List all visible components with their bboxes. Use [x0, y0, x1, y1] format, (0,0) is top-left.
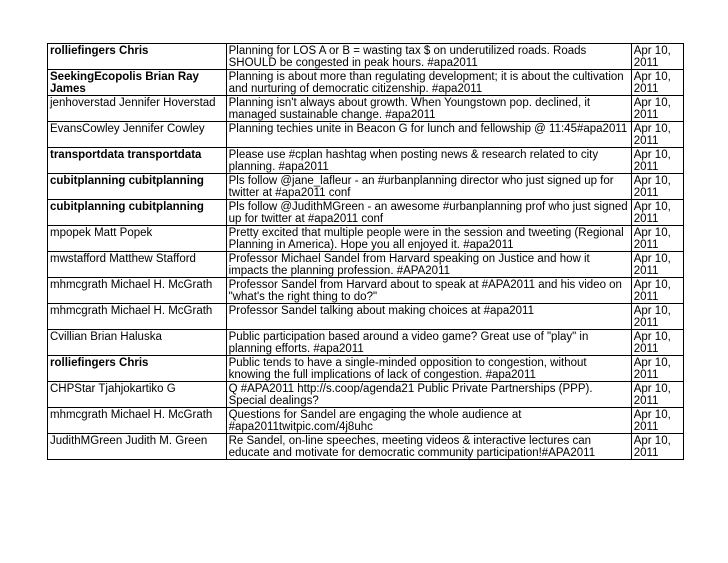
author-cell: jenhoverstad Jennifer Hoverstad	[48, 96, 227, 122]
table-row	[48, 382, 684, 408]
tweet-text-cell: Professor Sandel talking about making choices at #apa2011	[226, 304, 631, 330]
author-cell: transportdata transportdata	[48, 148, 227, 174]
date-cell: Apr 10, 2011	[631, 226, 683, 252]
author-cell: EvansCowley Jennifer Cowley	[48, 122, 227, 148]
tweet-text-cell: Professor Michael Sandel from Harvard speaking on Justice and how it impacts the planning profession. #APA2011	[226, 252, 631, 278]
author-cell: rolliefingers Chris	[48, 44, 227, 70]
author-cell: mpopek Matt Popek	[48, 226, 227, 252]
tweet-text-cell: Please use #cplan hashtag when posting news & research related to city planning. #apa2011	[226, 148, 631, 174]
tweet-text-cell: Professor Sandel from Harvard about to speak at #APA2011 and his video on "what's the right thing to do?"	[226, 278, 631, 304]
author-cell: mhmcgrath Michael H. McGrath	[48, 304, 227, 330]
author-cell: JudithMGreen Judith M. Green	[48, 434, 227, 460]
tweet-text-cell: Pls follow @jane_lafleur - an #urbanplanning director who just signed up for twitter at #apa2011 conf	[226, 174, 631, 200]
author-cell: Cvillian Brian Haluska	[48, 330, 227, 356]
tweet-text-cell: Questions for Sandel are engaging the whole audience at #apa2011twitpic.com/4j8uhc	[226, 408, 631, 434]
table-row	[48, 174, 684, 200]
tweet-text-cell: Planning for LOS A or B = wasting tax $ on underutilized roads. Roads SHOULD be congested in peak hours. #apa2011	[226, 44, 631, 70]
tweet-text-cell: Q #APA2011 http://s.coop/agenda21 Public Private Partnerships (PPP). Special dealings?	[226, 382, 631, 408]
table-row	[48, 44, 684, 70]
date-cell: Apr 10, 2011	[631, 252, 683, 278]
table-row	[48, 278, 684, 304]
tweet-text-cell: Pretty excited that multiple people were in the session and tweeting (Regional Planning in America). Hope you all enjoyed it. #apa2011	[226, 226, 631, 252]
date-cell: Apr 10, 2011	[631, 408, 683, 434]
tweet-text-cell: Planning isn't always about growth. When Youngstown pop. declined, it managed sustainable change. #apa2011	[226, 96, 631, 122]
date-cell: Apr 10, 2011	[631, 44, 683, 70]
table-row	[48, 122, 684, 148]
author-cell: mwstafford Matthew Stafford	[48, 252, 227, 278]
date-cell: Apr 10, 2011	[631, 356, 683, 382]
table-row	[48, 200, 684, 226]
table-row	[48, 330, 684, 356]
author-cell: rolliefingers Chris	[48, 356, 227, 382]
date-cell: Apr 10, 2011	[631, 330, 683, 356]
date-cell: Apr 10, 2011	[631, 382, 683, 408]
table-row	[48, 356, 684, 382]
author-cell: cubitplanning cubitplanning	[48, 174, 227, 200]
tweet-text-cell: Pls follow @JudithMGreen - an awesome #urbanplanning prof who just signed up for twitter at #apa2011 conf	[226, 200, 631, 226]
date-cell: Apr 10, 2011	[631, 304, 683, 330]
tweet-text-cell: Public tends to have a single-minded opposition to congestion, without knowing the full implications of lack of congestion. #apa2011	[226, 356, 631, 382]
table-row	[48, 148, 684, 174]
tweet-text-cell: Public participation based around a video game? Great use of "play" in planning efforts. #apa2011	[226, 330, 631, 356]
date-cell: Apr 10, 2011	[631, 70, 683, 96]
table-row	[48, 304, 684, 330]
author-cell: mhmcgrath Michael H. McGrath	[48, 278, 227, 304]
date-cell: Apr 10, 2011	[631, 278, 683, 304]
date-cell: Apr 10, 2011	[631, 122, 683, 148]
date-cell: Apr 10, 2011	[631, 96, 683, 122]
author-cell: cubitplanning cubitplanning	[48, 200, 227, 226]
tweets-table	[47, 43, 684, 460]
date-cell: Apr 10, 2011	[631, 200, 683, 226]
author-cell: CHPStar Tjahjokartiko G	[48, 382, 227, 408]
author-cell: SeekingEcopolis Brian Ray James	[48, 70, 227, 96]
tweet-text-cell: Re Sandel, on-line speeches, meeting videos & interactive lectures can educate and motivate for democratic community participation!#APA2011	[226, 434, 631, 460]
table-row	[48, 408, 684, 434]
table-row	[48, 70, 684, 96]
author-cell: mhmcgrath Michael H. McGrath	[48, 408, 227, 434]
table-row	[48, 226, 684, 252]
table-row	[48, 252, 684, 278]
table-row	[48, 96, 684, 122]
date-cell: Apr 10, 2011	[631, 434, 683, 460]
tweet-text-cell: Planning is about more than regulating development; it is about the cultivation and nurturing of democratic citizenship. #apa2011	[226, 70, 631, 96]
table-row	[48, 434, 684, 460]
tweets-table-body	[48, 44, 684, 460]
date-cell: Apr 10, 2011	[631, 148, 683, 174]
date-cell: Apr 10, 2011	[631, 174, 683, 200]
tweet-text-cell: Planning techies unite in Beacon G for lunch and fellowship @ 11:45#apa2011	[226, 122, 631, 148]
